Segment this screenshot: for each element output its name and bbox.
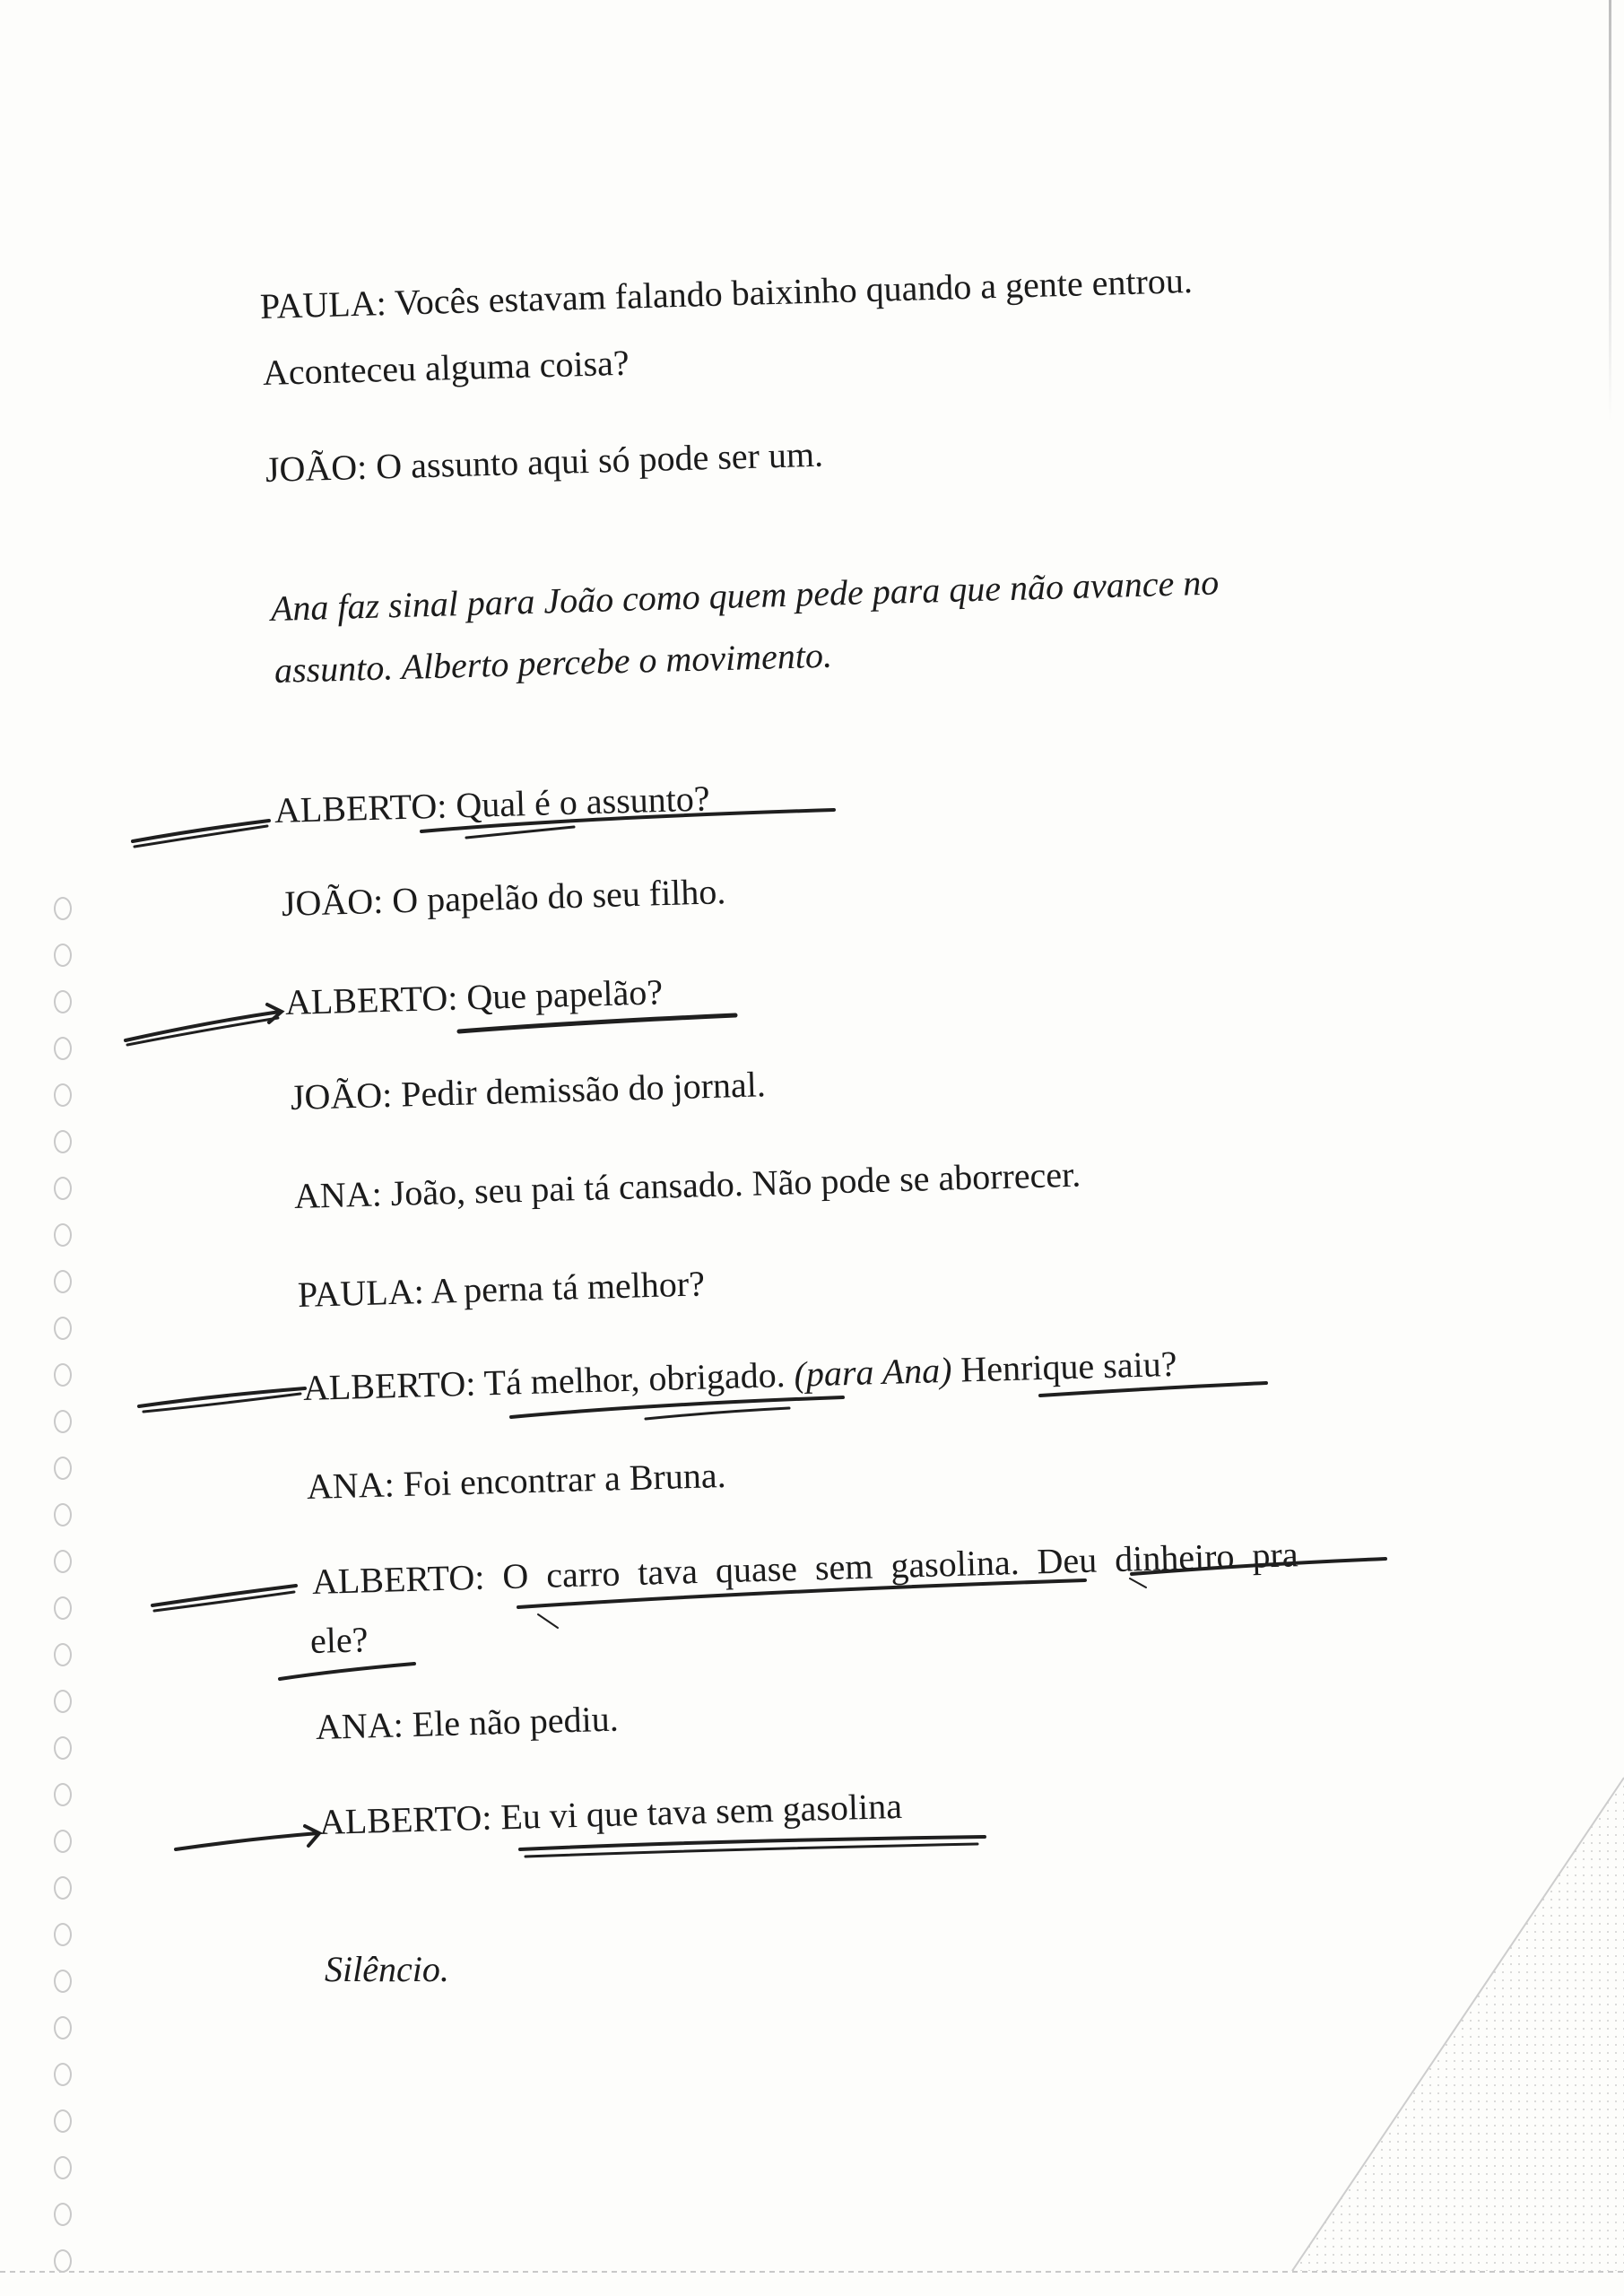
dialogue-text: Que papelão? — [465, 971, 664, 1018]
speaker-name: ALBERTO: — [302, 1362, 476, 1408]
speaker-name: JOÃO: — [290, 1074, 393, 1118]
dialogue-text: O papelão do seu filho. — [391, 871, 726, 921]
dialogue-line-joao — [265, 433, 823, 491]
dialogue-line-alberto — [284, 970, 663, 1024]
dialogue-text: Aconteceu alguma coisa? — [262, 342, 630, 393]
speaker-name: ALBERTO: — [284, 977, 458, 1022]
dialogue-text: Ele não pediu. — [412, 1698, 620, 1744]
dialogue-line-paula — [259, 259, 1193, 328]
stage-direction-text: assunto. Alberto percebe o movimento. — [274, 634, 833, 691]
speaker-name: ALBERTO: — [311, 1556, 485, 1602]
dialogue-text: A perna tá melhor? — [430, 1263, 706, 1311]
dialogue-text: Pedir demissão do jornal. — [400, 1064, 767, 1115]
dialogue-text: Tá melhor, obrigado. — [482, 1353, 786, 1404]
stage-direction-text: Silêncio. — [325, 1949, 449, 1989]
dialogue-text: Foi encontrar a Bruna. — [403, 1454, 727, 1504]
dialogue-line-alberto — [318, 1785, 902, 1844]
stage-direction-continuation — [274, 634, 832, 692]
dialogue-text: O carro tava quase sem gasolina. Deu dinheiro pra — [501, 1534, 1299, 1597]
dialogue-line-joao — [290, 1063, 766, 1119]
dialogue-line-paula — [297, 1262, 705, 1317]
stage-direction — [270, 561, 1220, 631]
stage-direction-text: Ana faz sinal para João como quem pede para que não avance no — [270, 561, 1220, 629]
dialogue-line-ana — [306, 1454, 726, 1509]
speaker-name: JOÃO: — [281, 880, 384, 924]
speaker-name: ALBERTO: — [318, 1796, 492, 1842]
dialogue-line-continuation — [309, 1618, 369, 1663]
dialogue-line-ana — [293, 1153, 1081, 1218]
dialogue-line-ana — [315, 1698, 619, 1749]
stage-direction — [325, 1948, 449, 1991]
speaker-name: JOÃO: — [265, 446, 368, 490]
dialogue-line-alberto — [302, 1343, 1177, 1410]
dialogue-text: Qual é o assunto? — [455, 778, 711, 826]
dialogue-text: O assunto aqui só pode ser um. — [375, 433, 824, 487]
speaker-name: ANA: — [306, 1464, 395, 1507]
speaker-name: ANA: — [315, 1704, 404, 1747]
speaker-name: PAULA: — [259, 283, 387, 326]
dialogue-text: Eu vi que tava sem gasolina — [499, 1785, 903, 1838]
dialogue-text: João, seu pai tá cansado. Não pode se aborrecer. — [390, 1153, 1081, 1213]
dialogue-line-joao — [281, 870, 726, 926]
dialogue-line-alberto — [274, 777, 710, 832]
speaker-name: ANA: — [293, 1173, 383, 1216]
speaker-name: PAULA: — [297, 1271, 425, 1315]
dialogue-text: Vocês estavam falando baixinho quando a gente entrou. — [394, 259, 1194, 323]
dialogue-line-alberto — [311, 1533, 1298, 1604]
speaker-name: ALBERTO: — [274, 785, 447, 831]
dialogue-line-continuation — [262, 342, 630, 395]
dialogue-text: Henrique saiu? — [960, 1343, 1177, 1390]
aside-direction: (para Ana) — [793, 1349, 953, 1395]
dialogue-text: ele? — [309, 1619, 369, 1661]
